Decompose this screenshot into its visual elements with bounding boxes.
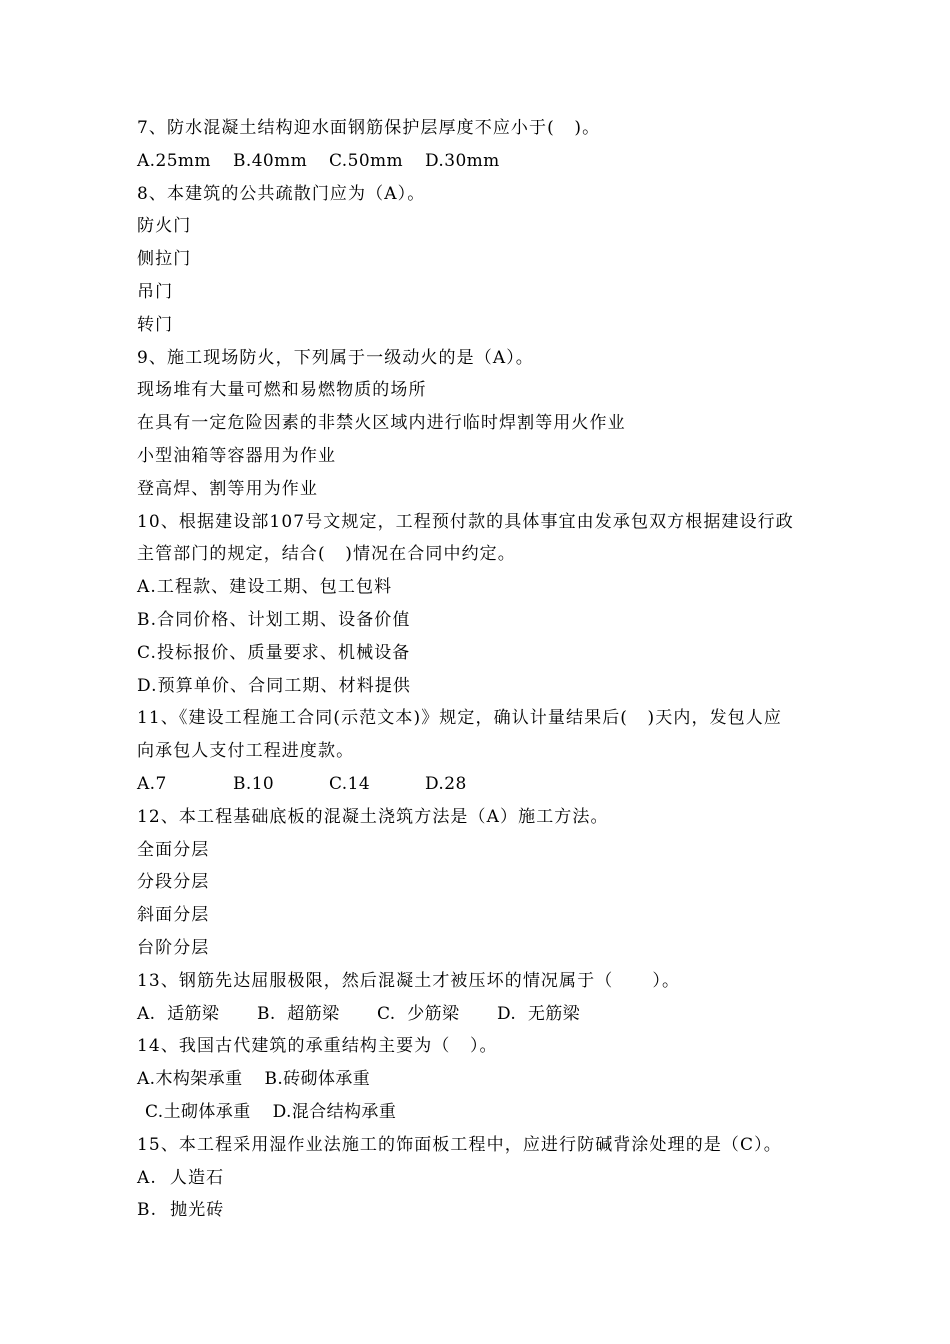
question-10-stem-line-2: 主管部门的规定，结合( )情况在合同中约定。: [137, 544, 516, 565]
question-8-stem: 8、本建筑的公共疏散门应为（A）。: [137, 183, 426, 204]
option-d: D. 无筋梁: [497, 1003, 581, 1024]
option-b: 分段分层: [137, 872, 210, 893]
question-7-stem: 7、防水混凝土结构迎水面钢筋保护层厚度不应小于( )。: [137, 118, 601, 138]
question-15-stem: 15、本工程采用湿作业法施工的饰面板工程中，应进行防碱背涂处理的是（C）。: [137, 1134, 782, 1155]
option-d: 登高焊、割等用为作业: [137, 478, 318, 499]
option-d: D.混合结构承重: [272, 1101, 397, 1122]
question-11-options: [137, 768, 857, 801]
option-c: C.14: [329, 773, 371, 794]
option-c: C.投标报价、质量要求、机械设备: [137, 642, 411, 663]
option-d: D.预算单价、合同工期、材料提供: [137, 675, 412, 696]
option-a: A.25mm: [137, 150, 211, 171]
option-b: B.40mm: [233, 150, 308, 171]
option-b: B. 抛光砖: [137, 1200, 225, 1221]
option-c: 吊门: [137, 281, 174, 302]
question-12-stem: 12、本工程基础底板的混凝土浇筑方法是（A）施工方法。: [137, 806, 609, 827]
question-14-options-row-2: [137, 1096, 857, 1129]
option-d: 转门: [137, 314, 174, 335]
option-b: B.砖砌体承重: [264, 1069, 371, 1090]
option-c: 斜面分层: [137, 905, 210, 926]
option-b: 在具有一定危险因素的非禁火区域内进行临时焊割等用火作业: [137, 413, 626, 434]
option-d: D.28: [425, 773, 467, 794]
option-c: C. 少筋梁: [377, 1003, 460, 1024]
option-a: A.木构架承重: [137, 1069, 243, 1090]
question-7-options: [137, 145, 857, 178]
option-a: A.7: [137, 773, 167, 794]
option-a: 全面分层: [137, 839, 210, 860]
option-a: 防火门: [137, 216, 192, 237]
option-b: B.10: [233, 773, 275, 794]
option-a: A.工程款、建设工期、包工包料: [137, 577, 393, 598]
question-11-stem-line-2: 向承包人支付工程进度款。: [137, 741, 355, 762]
question-14-options-row-1: [137, 1063, 857, 1096]
option-c: C.50mm: [329, 150, 404, 171]
option-d: 台阶分层: [137, 937, 210, 958]
option-c: C.土砌体承重: [145, 1101, 251, 1122]
question-10-stem-line-1: 10、根据建设部107号文规定，工程预付款的具体事宜由发承包双方根据建设行政: [137, 511, 794, 532]
option-d: D.30mm: [425, 150, 500, 171]
question-13-options: [137, 998, 857, 1031]
question-13-stem: 13、钢筋先达屈服极限，然后混凝土才被压坏的情况属于（ ）。: [137, 970, 681, 991]
option-a: A. 适筋梁: [137, 1003, 220, 1024]
option-b: B. 超筋梁: [257, 1003, 340, 1024]
question-11-stem-line-1: 11、《建设工程施工合同(示范文本)》规定，确认计量结果后( )天内，发包人应: [137, 708, 782, 729]
option-a: 现场堆有大量可燃和易燃物质的场所: [137, 380, 427, 401]
question-9-stem: 9、施工现场防火，下列属于一级动火的是（A）。: [137, 347, 534, 368]
question-14-stem: 14、我国古代建筑的承重结构主要为（ ）。: [137, 1036, 498, 1057]
option-a: A. 人造石: [137, 1167, 225, 1188]
option-b: B.合同价格、计划工期、设备价值: [137, 609, 411, 630]
document-page: [137, 112, 857, 1227]
option-b: 侧拉门: [137, 249, 192, 270]
option-c: 小型油箱等容器用为作业: [137, 445, 337, 466]
